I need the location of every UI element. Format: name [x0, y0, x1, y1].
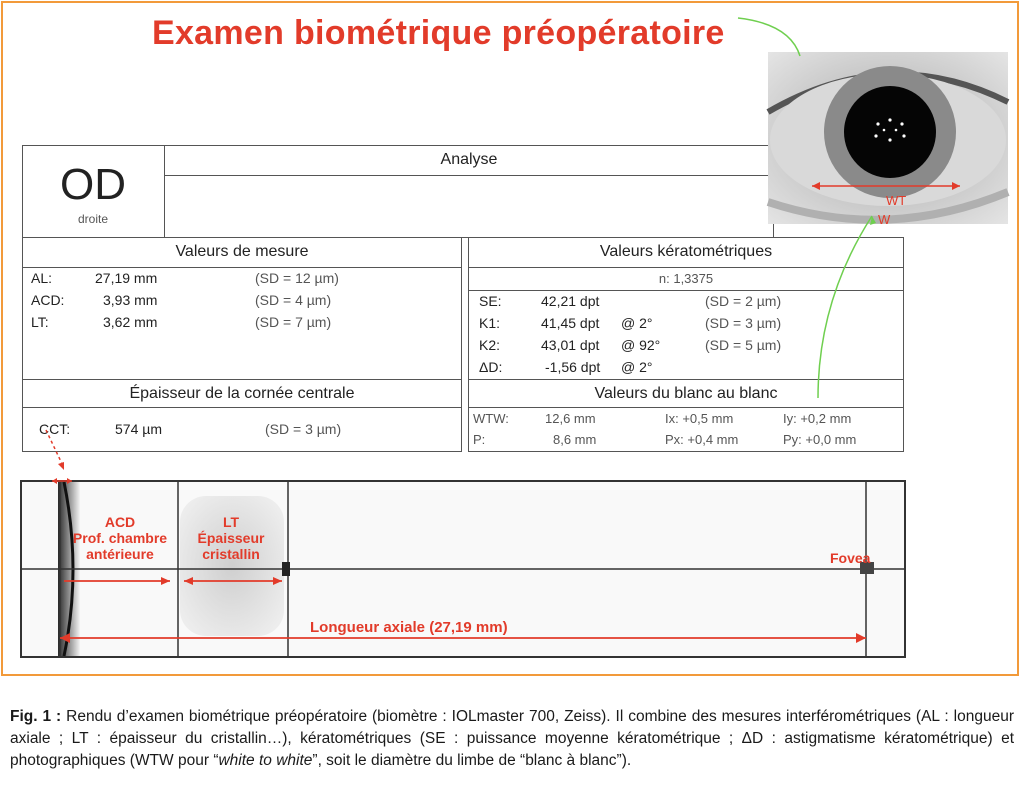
kerato-k2-sd: (SD = 5 µm) [705, 337, 782, 353]
lt-label-line3: cristallin [202, 546, 260, 562]
measure-al-sd: (SD = 12 µm) [255, 270, 339, 286]
kerato-dd-axis: @ 2° [621, 359, 653, 375]
wtw-row1-value: 12,6 mm [545, 411, 596, 426]
wtw-header: Valeurs du blanc au blanc [469, 380, 903, 408]
acd-label-line2: Prof. chambre [72, 530, 168, 546]
measure-acd-value: 3,93 mm [103, 292, 158, 308]
measure-al-key: AL: [31, 270, 53, 286]
w-photo-label: W [878, 212, 891, 227]
measure-acd-key: ACD: [31, 292, 65, 308]
lt-label-line2: Épaisseur [197, 530, 265, 546]
kerato-k1-sd: (SD = 3 µm) [705, 315, 782, 331]
fovea-label: Fovea [830, 550, 871, 566]
lt-label [176, 514, 286, 562]
measure-al-value: 27,19 mm [95, 270, 158, 286]
acd-label [60, 514, 180, 562]
measure-lt-sd: (SD = 7 µm) [255, 314, 332, 330]
wtw-row2-c2: Py: +0,0 mm [783, 432, 857, 447]
kerato-index: n: 1,3375 [658, 271, 714, 286]
kerato-header: Valeurs kératométriques [469, 238, 903, 268]
caption-text-2: ”, soit le diamètre du limbe de “blanc à blanc”). [312, 752, 632, 769]
acd-label-line1: ACD [104, 514, 136, 530]
caption-text-1: Rendu d’examen biométrique préopératoire (biomètre : IOLmaster 700, Zeiss). Il combine des mesures interférométriques (AL : longueur axiale ; LT : épaisseur du cristallin…), kératométriques (SE : puissance moyenne kératométrique ; ΔD : astigmatisme kératométrique) et photographiques (WTW pour “ [10, 708, 1014, 769]
cornea-cct-sd: (SD = 3 µm) [265, 421, 342, 437]
cornea-cct-key: CCT: [39, 421, 71, 437]
caption-fig-label: Fig. 1 : [10, 708, 62, 725]
figure-title: Examen biométrique préopératoire [152, 14, 725, 52]
wtw-row2-key: P: [473, 432, 486, 447]
kerato-dd-key: ΔD: [479, 359, 503, 375]
wtw-row1-c1: Ix: +0,5 mm [665, 411, 734, 426]
kerato-se-sd: (SD = 2 µm) [705, 293, 782, 309]
analyse-header: Analyse [165, 146, 773, 176]
cornea-cct-value: 574 µm [115, 421, 162, 437]
kerato-se-key: SE: [479, 293, 502, 309]
acd-label-line3: antérieure [86, 546, 154, 562]
lt-label-line1: LT [222, 514, 240, 530]
kerato-se-value: 42,21 dpt [541, 293, 600, 309]
figure-caption [10, 706, 1014, 772]
kerato-k1-value: 41,45 dpt [541, 315, 600, 331]
cornea-header: Épaisseur de la cornée centrale [23, 380, 461, 408]
kerato-k2-key: K2: [479, 337, 501, 353]
wtw-row2-value: 8,6 mm [553, 432, 597, 447]
wtw-row1-key: WTW: [473, 411, 509, 426]
measure-lt-value: 3,62 mm [103, 314, 158, 330]
eye-label: droite [77, 212, 109, 226]
kerato-dd-value: -1,56 dpt [545, 359, 601, 375]
caption-italic: white to white [218, 752, 313, 769]
kerato-k1-axis: @ 2° [621, 315, 653, 331]
wtw-photo-label: WT [886, 193, 907, 208]
eye-code: OD [60, 160, 126, 209]
measure-acd-sd: (SD = 4 µm) [255, 292, 332, 308]
wtw-row2-c1: Px: +0,4 mm [665, 432, 739, 447]
measure-header: Valeurs de mesure [23, 238, 461, 268]
measure-lt-key: LT: [31, 314, 49, 330]
axial-length-label: Longueur axiale (27,19 mm) [310, 619, 508, 636]
kerato-k2-axis: @ 92° [621, 337, 661, 353]
wtw-row1-c2: Iy: +0,2 mm [783, 411, 852, 426]
kerato-k2-value: 43,01 dpt [541, 337, 600, 353]
kerato-k1-key: K1: [479, 315, 501, 331]
